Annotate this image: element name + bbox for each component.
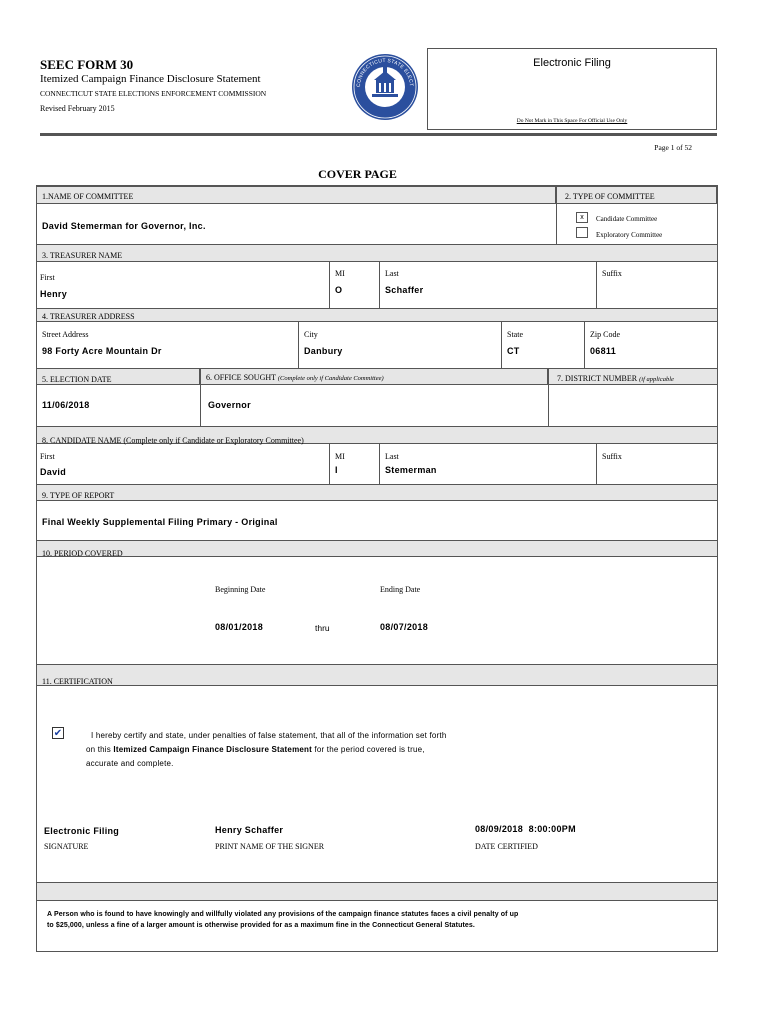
office-sought-title: 6. OFFICE SOUGHT: [206, 373, 276, 382]
page-number: Page 1 of 52: [654, 143, 692, 152]
treasurer-mi-value: O: [335, 285, 343, 295]
treasurer-last-value: Schaffer: [385, 285, 424, 295]
treasurer-name-label: 3. TREASURER NAME: [42, 251, 123, 260]
section-9-header: [36, 484, 718, 501]
district-note: (if applicable: [639, 376, 674, 383]
penalty-line-1: A Person who is found to have knowingly and willfully violated any provisions of the campaign finance statutes faces a civil penalty of up: [47, 911, 519, 918]
candidate-mi-value: I: [335, 465, 338, 475]
seal-text: CONNECTICUT STATE ELECT: [355, 57, 415, 88]
date-certified-label: DATE CERTIFIED: [475, 842, 538, 851]
zip-value: 06811: [590, 346, 617, 356]
committee-type-label: 2. TYPE OF COMMITTEE: [565, 192, 655, 201]
section-7-header: [548, 368, 718, 385]
election-date-label: 5. ELECTION DATE: [42, 375, 112, 384]
date-certified-value: 08/09/2018 8:00:00PM: [475, 824, 576, 834]
office-sought-note: (Complete only if Candidate Committee): [277, 375, 384, 382]
office-sought-label: [206, 373, 384, 382]
section-11-header: [36, 664, 718, 686]
treasurer-first-label: First: [40, 273, 55, 282]
candidate-last-value: Stemerman: [385, 465, 437, 475]
section-2-header: [556, 186, 717, 204]
form-subtitle: Itemized Campaign Finance Disclosure Statement: [40, 73, 261, 85]
signature-value: Electronic Filing: [44, 826, 120, 836]
committee-name-label: 1.NAME OF COMMITTEE: [42, 192, 134, 201]
candidate-mi-label: MI: [335, 452, 345, 461]
exploratory-committee-label: Exploratory Committee: [596, 231, 663, 239]
period-covered-label: 10. PERIOD COVERED: [42, 549, 123, 558]
certification-line-2b: for the period covered is true,: [312, 745, 425, 754]
street-label: Street Address: [42, 330, 89, 339]
ending-date-value: 08/07/2018: [380, 622, 429, 632]
filing-box-title: Electronic Filing: [533, 57, 611, 69]
signature-label: SIGNATURE: [44, 842, 89, 851]
state-seal: [350, 52, 420, 122]
treasurer-first-value: Henry: [40, 289, 68, 299]
exploratory-committee-checkbox[interactable]: [576, 227, 588, 238]
certification-form-name: Itemized Campaign Finance Disclosure Statement: [113, 745, 312, 754]
candidate-suffix-label: Suffix: [602, 452, 622, 461]
state-label: State: [507, 330, 523, 339]
report-type-value: Final Weekly Supplemental Filing Primary - Original: [42, 517, 278, 527]
official-use-box: [427, 48, 717, 130]
certification-line-1: I hereby certify and state, under penalties of false statement, that all of the information set forth: [91, 731, 447, 740]
section-1-header: [36, 186, 556, 204]
candidate-name-label: 8. CANDIDATE NAME (Complete only if Candidate or Exploratory Committee): [42, 436, 304, 445]
section-4-header: [36, 308, 718, 322]
form-frame: [36, 185, 718, 952]
treasurer-mi-label: MI: [335, 269, 345, 278]
candidate-last-label: Last: [385, 452, 399, 461]
report-type-label: 9. TYPE OF REPORT: [42, 491, 115, 500]
penalty-notice: [47, 909, 707, 931]
certification-line-3: accurate and complete.: [86, 759, 174, 768]
treasurer-address-label: 4. TREASURER ADDRESS: [42, 312, 135, 321]
certify-checkbox[interactable]: ✔: [53, 728, 63, 739]
beginning-date-value: 08/01/2018: [215, 622, 264, 632]
certification-statement: [86, 729, 516, 771]
street-value: 98 Forty Acre Mountain Dr: [42, 346, 162, 356]
cover-title: COVER PAGE: [318, 167, 397, 181]
candidate-first-value: David: [40, 467, 67, 477]
form-title: SEEC FORM 30: [40, 57, 134, 72]
city-value: Danbury: [304, 346, 343, 356]
penalty-line-2: to $25,000, unless a fine of a larger amount is otherwise provided for as a maximum fine in the Connecticut General Statutes.: [47, 922, 475, 929]
treasurer-suffix-label: Suffix: [602, 269, 622, 278]
section-5-header: [36, 368, 200, 385]
revised-date: Revised February 2015: [40, 104, 115, 113]
certification-label: 11. CERTIFICATION: [42, 677, 113, 686]
candidate-committee-checkbox[interactable]: x: [576, 212, 588, 223]
ending-date-label: Ending Date: [380, 585, 421, 594]
thru-label: thru: [315, 623, 330, 633]
certification-line-2: [86, 743, 516, 757]
signer-name-value: Henry Schaffer: [215, 825, 284, 835]
candidate-committee-label: Candidate Committee: [596, 215, 658, 223]
section-6-header: [200, 368, 548, 385]
election-date-value: 11/06/2018: [42, 400, 90, 410]
certification-line-2a: on this: [86, 745, 114, 754]
city-label: City: [304, 330, 318, 339]
district-title: 7. DISTRICT NUMBER: [557, 374, 638, 383]
section-10-header: [36, 540, 718, 557]
district-label: [557, 374, 674, 383]
section-footer-bar: [36, 882, 718, 901]
zip-label: Zip Code: [590, 330, 620, 339]
candidate-first-label: First: [40, 452, 55, 461]
official-use-note: Do Not Mark in This Space For Official Use Only: [516, 118, 628, 124]
section-3-header: [36, 244, 718, 262]
agency-name: CONNECTICUT STATE ELECTIONS ENFORCEMENT COMMISSION: [40, 89, 267, 98]
committee-name-value: David Stemerman for Governor, Inc.: [42, 221, 206, 231]
treasurer-last-label: Last: [385, 269, 399, 278]
section-8-header: [36, 426, 718, 444]
beginning-date-label: Beginning Date: [215, 585, 266, 594]
office-sought-value: Governor: [208, 400, 251, 410]
signer-name-label: PRINT NAME OF THE SIGNER: [215, 842, 325, 851]
state-value: CT: [507, 346, 520, 356]
